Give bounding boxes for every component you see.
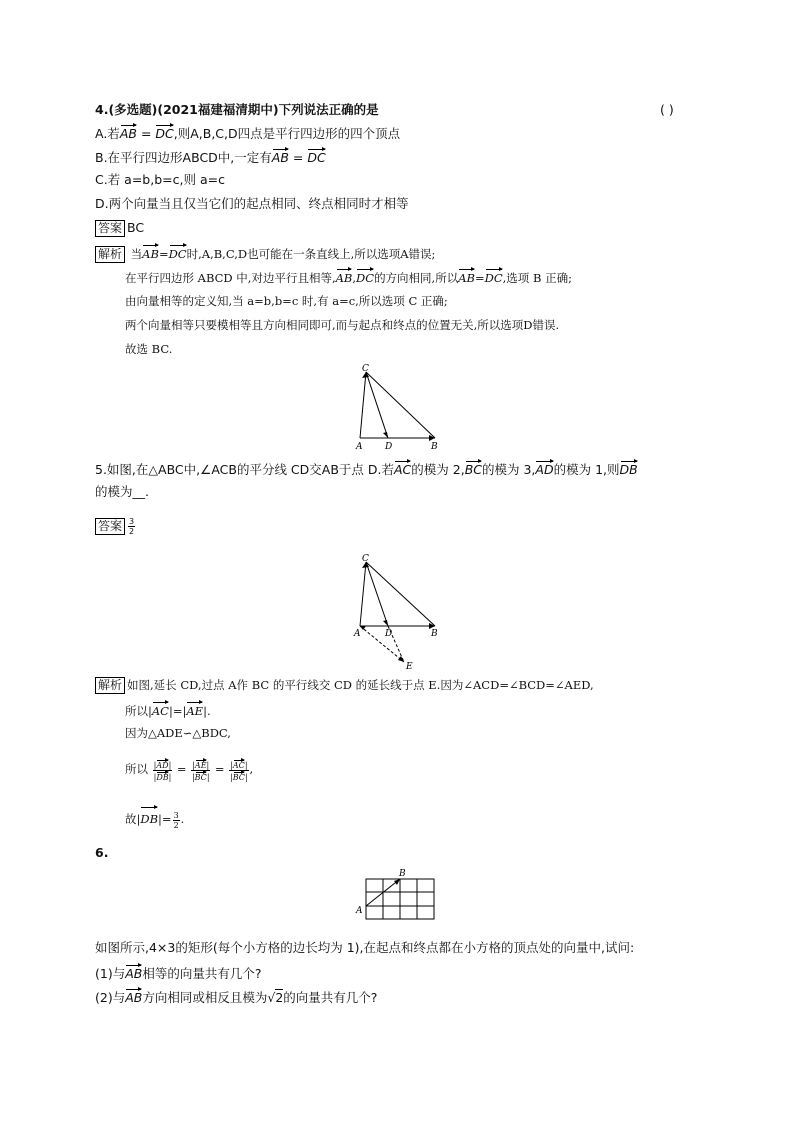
- answer-tag: 答案: [95, 220, 125, 237]
- q6-part1: (1)与AB相等的向量共有几个?: [95, 966, 262, 981]
- q5-analysis-line3: 因为△ADE∽△BDC,: [125, 726, 231, 740]
- label-b: B: [431, 629, 438, 639]
- q5-analysis-line2: 所以|AC|=|AE|.: [125, 701, 211, 719]
- label-c: C: [362, 364, 369, 374]
- triangle-figure-2: [350, 550, 450, 672]
- label-a: A: [354, 629, 361, 639]
- q4-analysis-line5: 故选 BC.: [125, 342, 173, 356]
- q6-number: 6.: [95, 845, 109, 860]
- q4-answer: 答案 BC: [95, 220, 144, 237]
- q5-analysis-line4: 所以 $\frac{|AD|}{|DB|}$ = $\frac{|AE|}{|BC|}$ = $\frac{|AC|}{|BC|}$ ,: [125, 760, 254, 782]
- q5-stem-line1: 5.如图,在△ABC中,∠ACB的平分线 CD交AB于点 D.若AC的模为 2,BC的模为 3,AD的模为 1,则DB: [95, 462, 638, 477]
- q4-answer-paren: ( ): [660, 102, 674, 117]
- q6-part2: (2)与AB方向相同或相反且模为√2的向量共有几个?: [95, 990, 378, 1005]
- label-b: B: [431, 442, 438, 452]
- label-d: D: [385, 442, 393, 452]
- q4-option-c: C.若 a=b,b=c,则 a=c: [95, 172, 225, 187]
- q4-analysis-line2: 在平行四边形 ABCD 中,对边平行且相等,AB,DC的方向相同,所以AB=DC,选项 B 正确;: [125, 268, 572, 286]
- q4-stem: 4.(多选题)(2021福建福清期中)下列说法正确的是: [95, 102, 379, 117]
- label-a: A: [356, 442, 363, 452]
- triangle-figure-1: [350, 362, 445, 454]
- q5-analysis-line1: 解析 如图,延长 CD,过点 A作 BC 的平行线交 CD 的延长线于点 E.因为∠ACD=∠BCD=∠AED,: [95, 677, 594, 694]
- analysis-tag: 解析: [95, 677, 125, 694]
- analysis-tag: 解析: [95, 246, 125, 263]
- grid-figure: [352, 866, 442, 924]
- q5-answer: 答案 $\frac{3}{2}$: [95, 517, 136, 536]
- grid-label-b: B: [399, 869, 406, 879]
- q5-stem-line2: 的模为__.: [95, 484, 149, 499]
- label-d: D: [385, 629, 393, 639]
- label-e: E: [406, 662, 413, 672]
- q4-analysis-line4: 两个向量相等只要模相等且方向相同即可,而与起点和终点的位置无关,所以选项D错误.: [125, 318, 560, 332]
- q4-option-b: B.在平行四边形ABCD中,一定有AB = DC: [95, 150, 326, 165]
- answer-tag: 答案: [95, 518, 125, 535]
- q4-option-a: A.若AB = DC,则A,B,C,D四点是平行四边形的四个顶点: [95, 126, 401, 141]
- q4-analysis-line3: 由向量相等的定义知,当 a=b,b=c 时,有 a=c,所以选项 C 正确;: [125, 294, 448, 308]
- grid-label-a: A: [356, 906, 363, 916]
- q6-stem: 如图所示,4×3的矩形(每个小方格的边长均为 1),在起点和终点都在小方格的顶点处的向量中,试问:: [95, 940, 635, 955]
- q4-analysis-line1: 解析 当AB=DC时,A,B,C,D也可能在一条直线上,所以选项A错误;: [95, 244, 435, 263]
- label-c: C: [362, 554, 369, 564]
- q5-analysis-line5: 故|DB|= $\frac{3}{2}$ .: [125, 806, 184, 830]
- q4-option-d: D.两个向量当且仅当它们的起点相同、终点相同时才相等: [95, 196, 409, 211]
